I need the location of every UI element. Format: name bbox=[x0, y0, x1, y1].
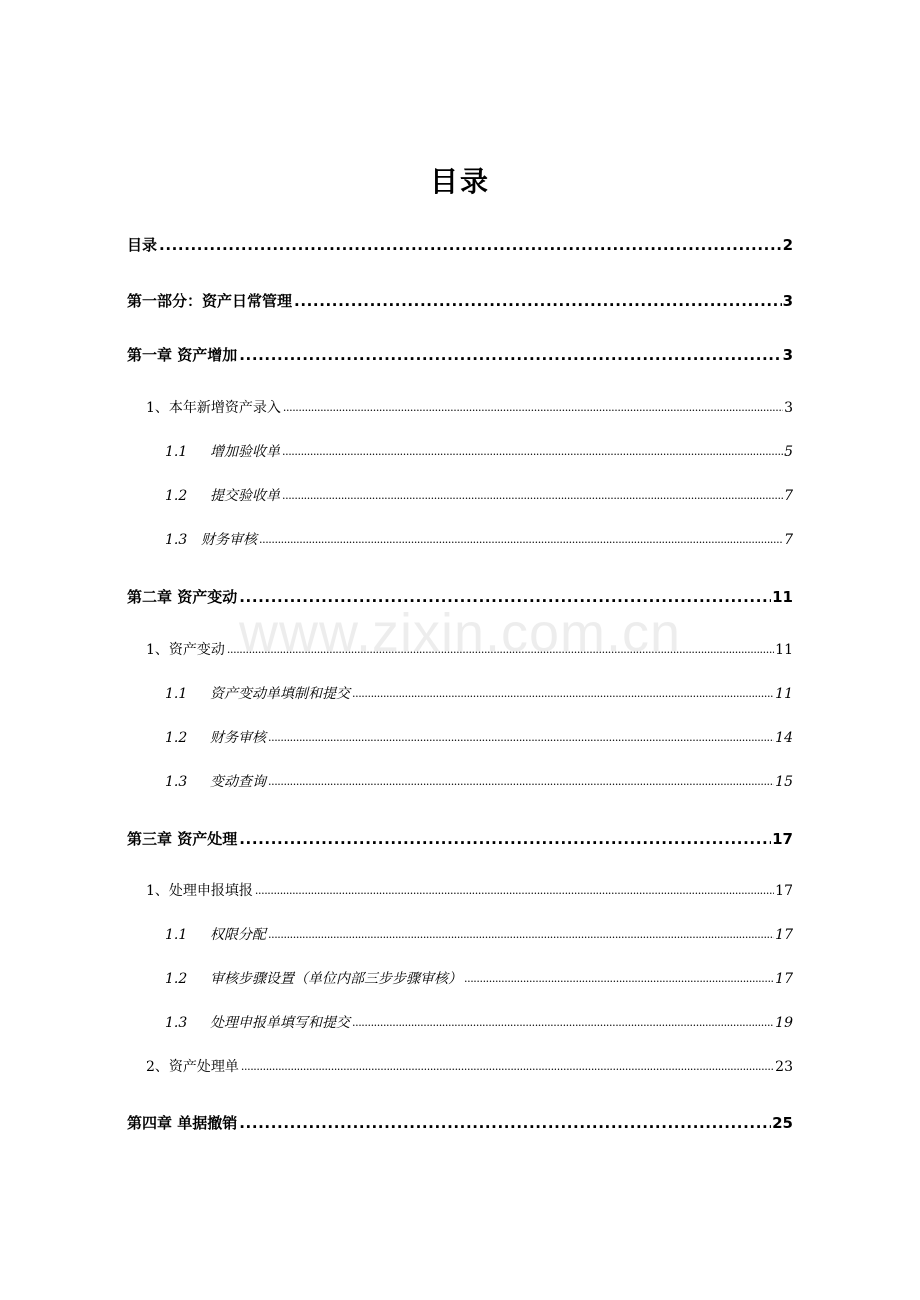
toc-entry-chapter-3[interactable] bbox=[127, 827, 793, 851]
dot-leader bbox=[241, 1055, 774, 1079]
toc-entry-label: 审核步骤设置（单位内部三步步骤审核） bbox=[210, 971, 462, 987]
dot-leader bbox=[239, 827, 771, 851]
toc-entry-label: 第三章 资产处理 bbox=[127, 830, 238, 848]
toc-page-number: 2 bbox=[782, 236, 793, 254]
dot-leader bbox=[239, 343, 781, 367]
toc-page-number: 3 bbox=[782, 292, 793, 310]
toc-page-number: 23 bbox=[775, 1059, 793, 1075]
dot-leader bbox=[352, 682, 774, 706]
toc-entry-label: 处理申报单填写和提交 bbox=[210, 1015, 350, 1031]
dot-leader bbox=[294, 289, 782, 313]
dot-leader bbox=[464, 967, 774, 991]
toc-page-number: 11 bbox=[775, 642, 793, 658]
dot-leader bbox=[159, 233, 782, 257]
toc-page-number: 17 bbox=[772, 830, 793, 848]
toc-page-number: 19 bbox=[775, 1015, 793, 1031]
dot-leader bbox=[239, 585, 771, 609]
toc-page-number: 3 bbox=[782, 346, 793, 364]
toc-entry-label: 第一部分：资产日常管理 bbox=[127, 292, 293, 310]
toc-entry-chapter-4[interactable] bbox=[127, 1111, 793, 1135]
toc-entry-label: 财务审核 bbox=[210, 730, 266, 746]
toc-title: 目录 bbox=[429, 165, 490, 198]
toc-entry-section[interactable] bbox=[146, 396, 793, 420]
toc-entry-label: 第一章 资产增加 bbox=[127, 346, 238, 364]
toc-entry-section[interactable] bbox=[146, 1055, 793, 1079]
dot-leader bbox=[268, 770, 774, 794]
toc-page-number: 7 bbox=[784, 488, 793, 504]
dot-leader bbox=[268, 923, 774, 947]
toc-entry-number: 1.1 bbox=[165, 927, 188, 943]
toc-entry-part-one[interactable] bbox=[127, 289, 793, 313]
dot-leader bbox=[282, 440, 783, 464]
toc-entry-subsection[interactable] bbox=[165, 726, 793, 750]
toc-page-number: 17 bbox=[775, 927, 793, 943]
watermark: www.zixin.com.cn bbox=[238, 603, 682, 663]
toc-entry-number: 1.3 bbox=[165, 532, 188, 548]
toc-entry-label: 1、处理申报填报 bbox=[146, 883, 253, 899]
toc-entry-subsection[interactable] bbox=[165, 528, 793, 552]
toc-entry-section[interactable] bbox=[146, 638, 793, 662]
toc-entry-label: 第四章 单据撤销 bbox=[127, 1114, 238, 1132]
dot-leader bbox=[352, 1011, 774, 1035]
toc-entry-label: 变动查询 bbox=[210, 774, 266, 790]
toc-page-number: 17 bbox=[775, 971, 793, 987]
toc-page-number: 25 bbox=[772, 1114, 793, 1132]
dot-leader bbox=[239, 1111, 771, 1135]
toc-entry-label: 提交验收单 bbox=[210, 488, 280, 504]
toc-page-number: 11 bbox=[772, 588, 793, 606]
toc-entry-contents[interactable] bbox=[127, 233, 793, 257]
toc-page-number: 7 bbox=[784, 532, 793, 548]
toc-entry-subsection[interactable] bbox=[165, 967, 793, 991]
toc-page-number: 17 bbox=[775, 883, 793, 899]
toc-entry-subsection[interactable] bbox=[165, 440, 793, 464]
toc-page-number: 5 bbox=[784, 444, 793, 460]
toc-entry-number: 1.2 bbox=[165, 730, 188, 746]
toc-page-number: 3 bbox=[784, 400, 793, 416]
toc-entry-label: 第二章 资产变动 bbox=[127, 588, 238, 606]
toc-page-number: 11 bbox=[775, 686, 793, 702]
dot-leader bbox=[282, 484, 783, 508]
toc-entry-number: 1.1 bbox=[165, 444, 188, 460]
toc-page-number: 15 bbox=[775, 774, 793, 790]
dot-leader bbox=[283, 396, 783, 420]
toc-entry-label: 资产变动单填制和提交 bbox=[210, 686, 350, 702]
toc-entry-subsection[interactable] bbox=[165, 1011, 793, 1035]
toc-entry-number: 1.2 bbox=[165, 971, 188, 987]
toc-entry-number: 1.3 bbox=[165, 774, 188, 790]
dot-leader bbox=[227, 638, 774, 662]
toc-entry-number: 1.1 bbox=[165, 686, 188, 702]
toc-entry-section[interactable] bbox=[146, 879, 793, 903]
dot-leader bbox=[255, 879, 774, 903]
dot-leader bbox=[268, 726, 774, 750]
toc-entry-label: 1、资产变动 bbox=[146, 642, 225, 658]
toc-entry-label: 增加验收单 bbox=[210, 444, 280, 460]
toc-entry-label: 1、本年新增资产录入 bbox=[146, 400, 281, 416]
toc-entry-number: 1.3 bbox=[165, 1015, 188, 1031]
toc-entry-chapter-1[interactable] bbox=[127, 343, 793, 367]
toc-entry-label: 财务审核 bbox=[201, 532, 257, 548]
toc-entry-number: 1.2 bbox=[165, 488, 188, 504]
toc-entry-chapter-2[interactable] bbox=[127, 585, 793, 609]
toc-entry-subsection[interactable] bbox=[165, 770, 793, 794]
toc-page-number: 14 bbox=[775, 730, 793, 746]
toc-entry-subsection[interactable] bbox=[165, 682, 793, 706]
toc-entry-label: 权限分配 bbox=[210, 927, 266, 943]
toc-entry-label: 目录 bbox=[127, 236, 158, 254]
toc-entry-label: 2、资产处理单 bbox=[146, 1059, 239, 1075]
dot-leader bbox=[259, 528, 783, 552]
toc-entry-subsection[interactable] bbox=[165, 484, 793, 508]
toc-entry-subsection[interactable] bbox=[165, 923, 793, 947]
